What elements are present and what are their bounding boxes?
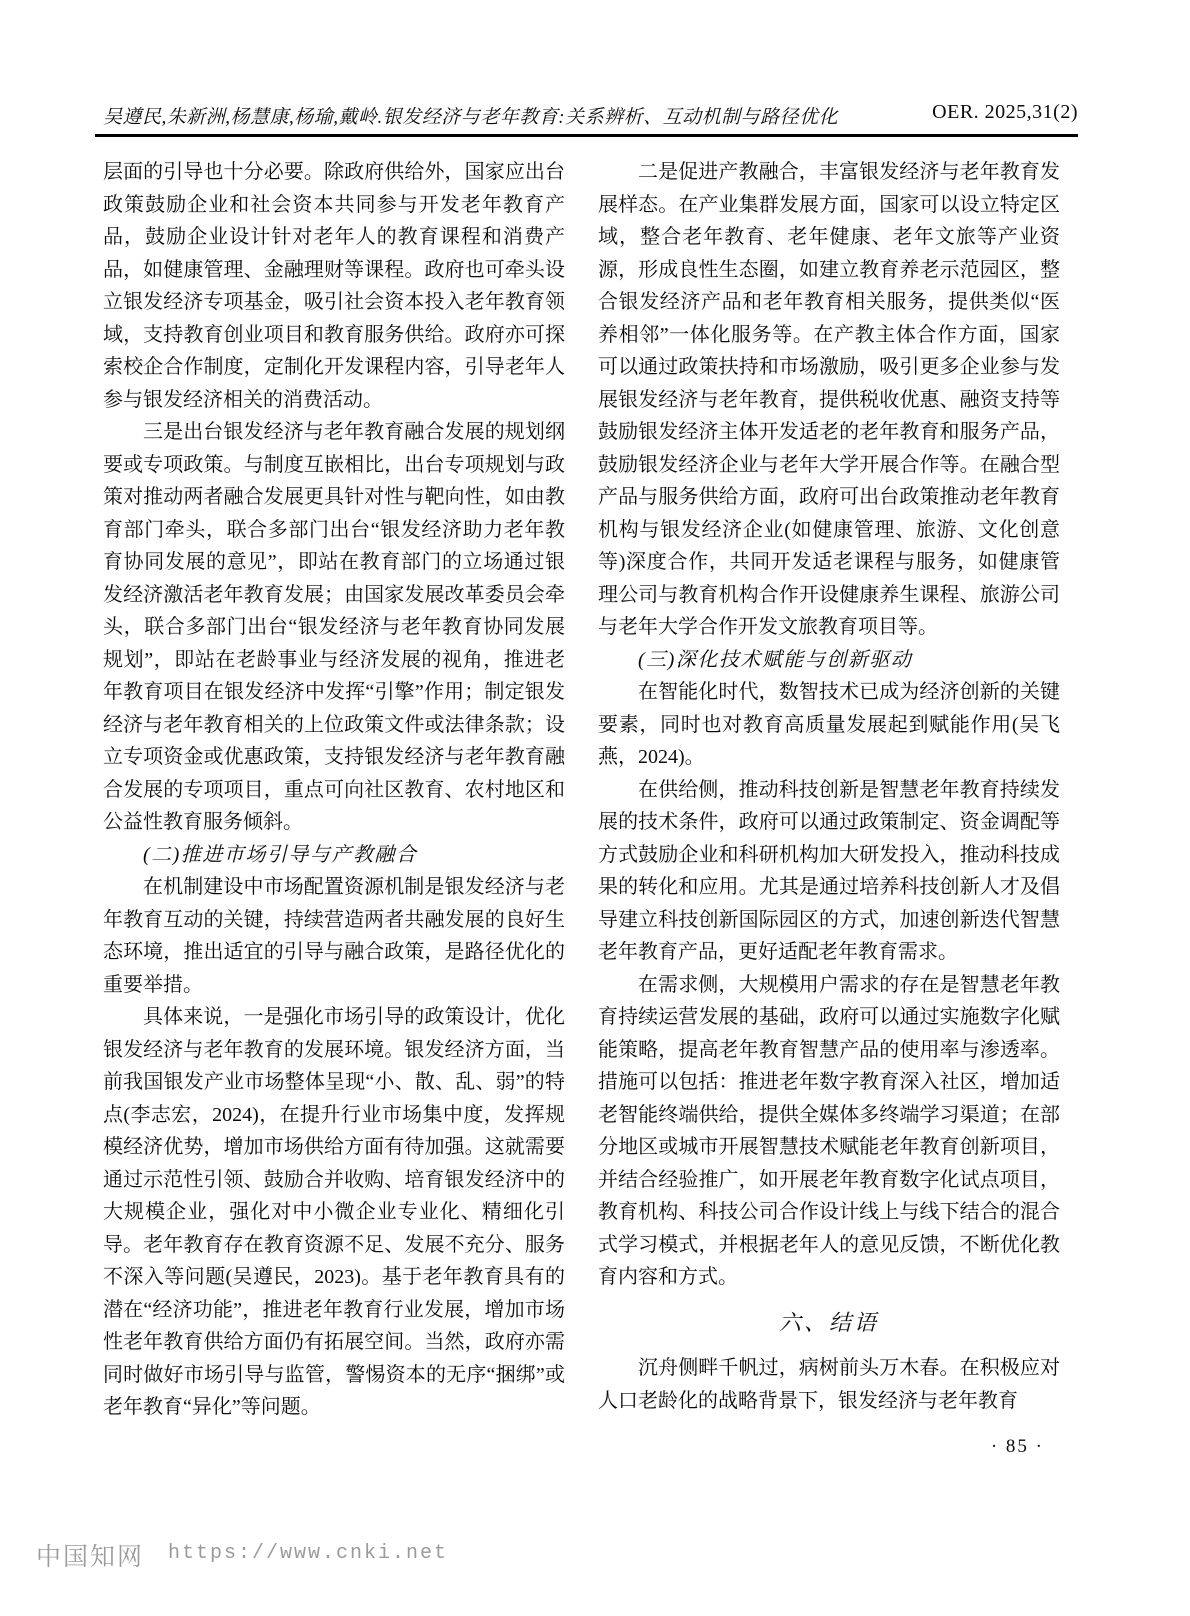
page-number: · 85 · (990, 1436, 1044, 1457)
paragraph: 层面的引导也十分必要。除政府供给外，国家应出台政策鼓励企业和社会资本共同参与开发老年教育产品，鼓励企业设计针对老年人的教育课程和消费产品，如健康管理、金融理财等课程。政府也可牵头设立银发经济专项基金，吸引社会资本投入老年教育领域，支持教育创业项目和教育服务供给。政府亦可探索校企合作制度，定制化开发课程内容，引导老年人参与银发经济相关的消费活动。 (103, 161, 565, 411)
paragraph: 二是促进产教融合，丰富银发经济与老年教育发展样态。在产业集群发展方面，国家可以设立特定区域，整合老年教育、老年健康、老年文旅等产业资源，形成良性生态圈，如建立教育养老示范园区，整合银发经济产品和老年教育相关服务，提供类似“医养相邻”一体化服务等。在产教主体合作方面，国家可以通过政策扶持和市场激励，吸引更多企业参与发展银发经济与老年教育，提供税收优惠、融资支持等鼓励银发经济主体开发适老的老年教育和服务产品，鼓励银发经济企业与老年大学开展合作等。在融合型产品与服务供给方面，政府可出台政策推动老年教育机构与银发经济企业(如健康管理、旅游、文化创意等)深度合作，共同开发适老课程与服务，如健康管理公司与教育机构合作开设健康养生课程、旅游公司与老年大学合作开发文旅教育项目等。 (598, 161, 1060, 638)
section-heading-conclusion: 六、结语 (778, 1309, 879, 1335)
paragraph: 在机制建设中市场配置资源机制是银发经济与老年教育互动的关键，持续营造两者共融发展的良好生态环境，推出适宜的引导与融合政策，是路径优化的重要举措。 (103, 876, 565, 996)
left-column (103, 156, 565, 1424)
header-citation: 吴遵民,朱新洲,杨慧康,杨瑜,戴岭.银发经济与老年教育:关系辨析、互动机制与路径优化 (103, 107, 839, 128)
header-journal-ref: OER. 2025,31(2) (932, 101, 1078, 123)
subsection-heading-technology-empowerment: (三)深化技术赋能与创新驱动 (638, 648, 913, 671)
subsection-heading-market-guidance: (二)推进市场引导与产教融合 (143, 843, 418, 866)
paragraph: 具体来说，一是强化市场引导的政策设计，优化银发经济与老年教育的发展环境。银发经济方面，当前我国银发产业市场整体呈现“小、散、乱、弱”的特点(李志宏，2024)，在提升行业市场集中度，发挥规模经济优势，增加市场供给方面有待加强。这就需要通过示范性引领、鼓励合并收购、培育银发经济中的大规模企业，强化对中小微企业专业化、精细化引导。老年教育存在教育资源不足、发展不充分、服务不深入等问题(吴遵民，2023)。基于老年教育具有的潜在“经济功能”，推进老年教育行业发展，增加市场性老年教育供给方面仍有拓展空间。当然，政府亦需同时做好市场引导与监管，警惕资本的无序“捆绑”或老年教育“异化”等问题。 (103, 1006, 565, 1418)
paragraph: 三是出台银发经济与老年教育融合发展的规划纲要或专项政策。与制度互嵌相比，出台专项规划与政策对推动两者融合发展更具针对性与靶向性，如由教育部门牵头，联合多部门出台“银发经济助力老年教育协同发展的意见”，即站在教育部门的立场通过银发经济激活老年教育发展；由国家发展改革委员会牵头，联合多部门出台“银发经济与老年教育协同发展规划”，即站在老龄事业与经济发展的视角，推进老年教育项目在银发经济中发挥“引擎”作用；制定银发经济与老年教育相关的上位政策文件或法律条款；设立专项资金或优惠政策，支持银发经济与老年教育融合发展的专项项目，重点可向社区教育、农村地区和公益性教育服务倾斜。 (103, 421, 565, 833)
paragraph: 沉舟侧畔千帆过，病树前头万木春。在积极应对人口老龄化的战略背景下，银发经济与老年教育 (598, 1357, 1060, 1412)
right-column (598, 156, 1060, 1483)
paragraph: 在智能化时代，数智技术已成为经济创新的关键要素，同时也对教育高质量发展起到赋能作用(吴飞燕，2024)。 (598, 681, 1060, 768)
cnki-watermark-logo-text: 中国知网 (36, 1544, 145, 1571)
paragraph: 在需求侧，大规模用户需求的存在是智慧老年教育持续运营发展的基础，政府可以通过实施数字化赋能策略，提高老年教育智慧产品的使用率与渗透率。措施可以包括：推进老年数字教育深入社区，增加适老智能终端供给，提供全媒体多终端学习渠道；在部分地区或城市开展智慧技术赋能老年教育创新项目，并结合经验推广，如开展老年教育数字化试点项目，教育机构、科技公司合作设计线上与线下结合的混合式学习模式，并根据老年人的意见反馈，不断优化教育内容和方式。 (598, 973, 1060, 1288)
cnki-watermark-url: https://www.cnki.net (168, 1542, 449, 1565)
paragraph: 在供给侧，推动科技创新是智慧老年教育持续发展的技术条件，政府可以通过政策制定、资金调配等方式鼓励企业和科研机构加大研发投入，推动科技成果的转化和应用。尤其是通过培养科技创新人才及倡导建立科技创新国际园区的方式，加速创新迭代智慧老年教育产品，更好适配老年教育需求。 (598, 778, 1060, 963)
header-rule (95, 134, 1078, 137)
